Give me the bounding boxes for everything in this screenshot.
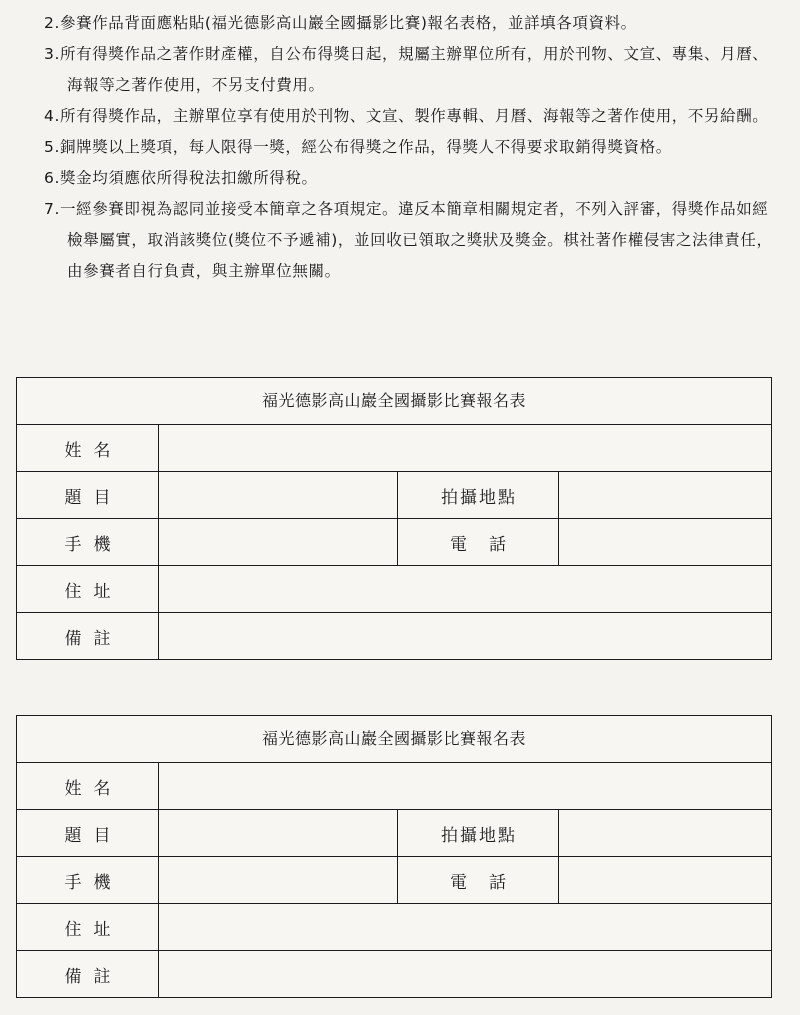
- notes-field[interactable]: [159, 613, 771, 659]
- phone-field[interactable]: [559, 857, 771, 903]
- row-topic: [17, 472, 771, 519]
- location-field[interactable]: [559, 810, 771, 856]
- row-topic: [17, 810, 771, 857]
- row-address: [17, 904, 771, 951]
- location-label: 拍攝地點: [397, 810, 559, 856]
- notes-label: 備註: [17, 951, 159, 997]
- mobile-field[interactable]: [159, 857, 397, 903]
- row-notes: [17, 951, 771, 997]
- name-field[interactable]: [159, 425, 771, 471]
- address-field[interactable]: [159, 566, 771, 612]
- topic-field[interactable]: [159, 810, 397, 856]
- name-field[interactable]: [159, 763, 771, 809]
- phone-field[interactable]: [559, 519, 771, 565]
- phone-label: 電話: [397, 857, 559, 903]
- registration-form-1: [16, 377, 772, 660]
- rule-2: 2.參賽作品背面應粘貼(福光德影高山巖全國攝影比賽)報名表格，並詳填各項資料。: [44, 14, 637, 32]
- name-label: 姓名: [17, 763, 159, 809]
- mobile-label: 手機: [17, 519, 159, 565]
- address-label: 住址: [17, 566, 159, 612]
- registration-form-2: [16, 715, 772, 998]
- topic-label: 題目: [17, 810, 159, 856]
- row-mobile: [17, 519, 771, 566]
- topic-field[interactable]: [159, 472, 397, 518]
- row-mobile: [17, 857, 771, 904]
- rule-5: 5.銅牌獎以上獎項，每人限得一獎，經公布得獎之作品，得獎人不得要求取銷得獎資格。: [44, 138, 672, 156]
- mobile-label: 手機: [17, 857, 159, 903]
- form-title: 福光德影高山巖全國攝影比賽報名表: [17, 378, 771, 425]
- location-field[interactable]: [559, 472, 771, 518]
- form-title: 福光德影高山巖全國攝影比賽報名表: [17, 716, 771, 763]
- mobile-field[interactable]: [159, 519, 397, 565]
- rule-7: 7.一經參賽即視為認同並接受本簡章之各項規定。違反本簡章相關規定者，不列入評審，得獎作品如經檢舉屬實，取消該獎位(獎位不予遞補)，並回收已領取之獎狀及獎金。棋社著作權侵害之法律責任，由參賽者自行負責，與主辦單位無關。: [44, 200, 773, 280]
- row-address: [17, 566, 771, 613]
- row-name: [17, 763, 771, 810]
- row-name: [17, 425, 771, 472]
- address-field[interactable]: [159, 904, 771, 950]
- name-label: 姓名: [17, 425, 159, 471]
- rule-4: 4.所有得獎作品，主辦單位享有使用於刊物、文宣、製作專輯、月曆、海報等之著作使用，不另給酬。: [44, 107, 769, 125]
- row-notes: [17, 613, 771, 659]
- notes-field[interactable]: [159, 951, 771, 997]
- notes-label: 備註: [17, 613, 159, 659]
- phone-label: 電話: [397, 519, 559, 565]
- rules-list: [44, 8, 784, 287]
- topic-label: 題目: [17, 472, 159, 518]
- location-label: 拍攝地點: [397, 472, 559, 518]
- rule-3: 3.所有得獎作品之著作財產權，自公布得獎日起，規屬主辦單位所有，用於刊物、文宣、專集、月曆、海報等之著作使用，不另支付費用。: [44, 45, 769, 94]
- address-label: 住址: [17, 904, 159, 950]
- rule-6: 6.獎金均須應依所得稅法扣繳所得稅。: [44, 169, 318, 187]
